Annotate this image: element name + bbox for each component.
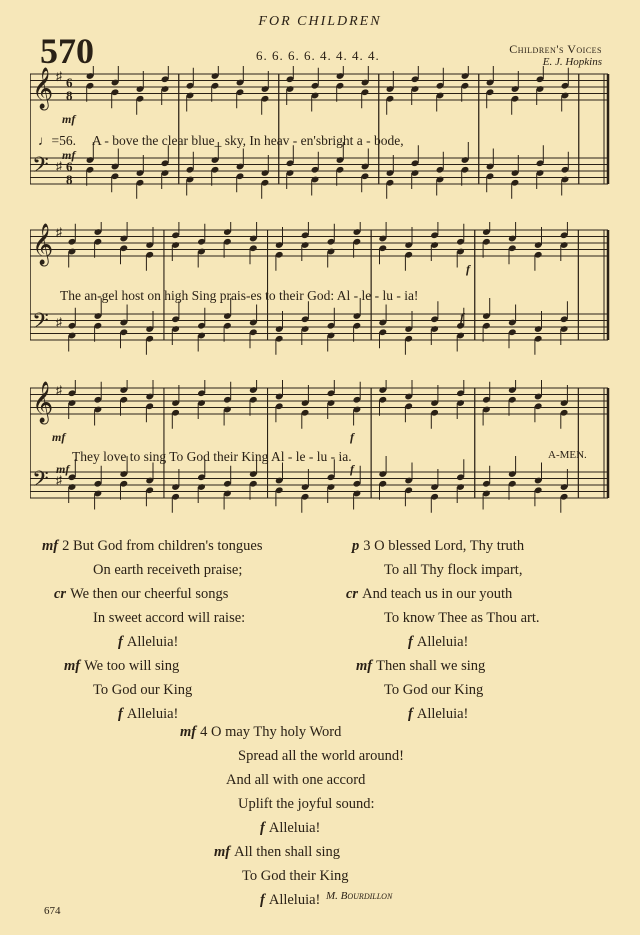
- dynamic-mark: f: [460, 310, 464, 324]
- dynamic-mark: f: [350, 430, 354, 444]
- author: M. Bourdillon: [326, 890, 393, 902]
- treble-clef-icon: 𝄞: [32, 382, 54, 423]
- composer: E. J. Hopkins: [542, 56, 602, 68]
- verse-line: To God our King: [384, 682, 484, 698]
- verse-line: mf 2 But God from children's tongues: [42, 538, 263, 554]
- verse-line: mf We too will sing: [64, 658, 180, 674]
- verse-line: f Alleluia!: [408, 634, 469, 650]
- verse-line: To God their King: [242, 868, 349, 884]
- dynamic-mark: mf: [62, 148, 76, 162]
- time-signature-numerator: 6: [66, 75, 73, 90]
- tempo-mark: ♩=56.: [38, 133, 76, 148]
- meter: 6. 6. 6. 6. 4. 4. 4. 4.: [256, 48, 380, 63]
- amen: A-MEN.: [548, 449, 587, 461]
- sharp-icon: ♯: [56, 315, 62, 329]
- verse-line: f Alleluia!: [118, 706, 179, 722]
- verse-line: To know Thee as Thou art.: [384, 610, 540, 626]
- verse-line: To God our King: [93, 682, 193, 698]
- sharp-icon: ♯: [56, 383, 62, 397]
- verse-line: mf Then shall we sing: [356, 658, 486, 674]
- page-number: 674: [44, 905, 61, 917]
- dynamic-mark: f: [350, 462, 354, 476]
- verse-line: On earth receiveth praise;: [93, 562, 243, 578]
- tune-name: Children's Voices: [509, 42, 602, 56]
- verse-line: f Alleluia!: [260, 892, 321, 908]
- sharp-icon: ♯: [56, 159, 62, 173]
- verse-line: To all Thy flock impart,: [384, 562, 523, 578]
- dynamic-mark: mf: [56, 462, 70, 476]
- verse-line: mf 4 O may Thy holy Word: [180, 724, 342, 740]
- hymn-number: 570: [40, 31, 94, 71]
- sharp-icon: ♯: [56, 69, 62, 83]
- dynamic-mark: mf: [52, 430, 66, 444]
- verse-line: cr We then our cheerful songs: [54, 586, 229, 602]
- time-signature-denominator: 8: [66, 172, 73, 187]
- verse-line: mf All then shall sing: [214, 844, 341, 860]
- bass-clef-icon: 𝄢: [32, 467, 49, 497]
- verse-line: Spread all the world around!: [238, 748, 404, 764]
- running-head: FOR CHILDREN: [258, 14, 382, 29]
- time-signature-denominator: 8: [66, 88, 73, 103]
- dynamic-mark: f: [466, 262, 470, 276]
- treble-clef-icon: 𝄞: [32, 68, 54, 109]
- lyrics-system-3: They love to sing To God their King Al - le - lu - ia.: [72, 449, 352, 464]
- verse-line: And all with one accord: [226, 772, 366, 788]
- bass-clef-icon: 𝄢: [32, 153, 49, 183]
- lyrics-system-2: The an-gel host on high Sing prais-es to their God: Al - le - lu - ia!: [60, 288, 419, 303]
- bass-clef-icon: 𝄢: [32, 309, 49, 339]
- sharp-icon: ♯: [56, 473, 62, 487]
- verse-line: p 3 O blessed Lord, Thy truth: [352, 538, 525, 554]
- verse-line: Uplift the joyful sound:: [238, 796, 375, 812]
- time-signature-numerator: 6: [66, 159, 73, 174]
- sharp-icon: ♯: [56, 225, 62, 239]
- verse-line: f Alleluia!: [118, 634, 179, 650]
- verse-line: In sweet accord will raise:: [93, 610, 246, 626]
- treble-clef-icon: 𝄞: [32, 224, 54, 265]
- dynamic-mark: mf: [62, 112, 76, 126]
- verse-line: f Alleluia!: [260, 820, 321, 836]
- verse-line: cr And teach us in our youth: [346, 586, 513, 602]
- verse-line: f Alleluia!: [408, 706, 469, 722]
- lyrics-system-1: A - bove the clear blue_ sky, In heav - en'sbright a - bode,: [92, 133, 404, 148]
